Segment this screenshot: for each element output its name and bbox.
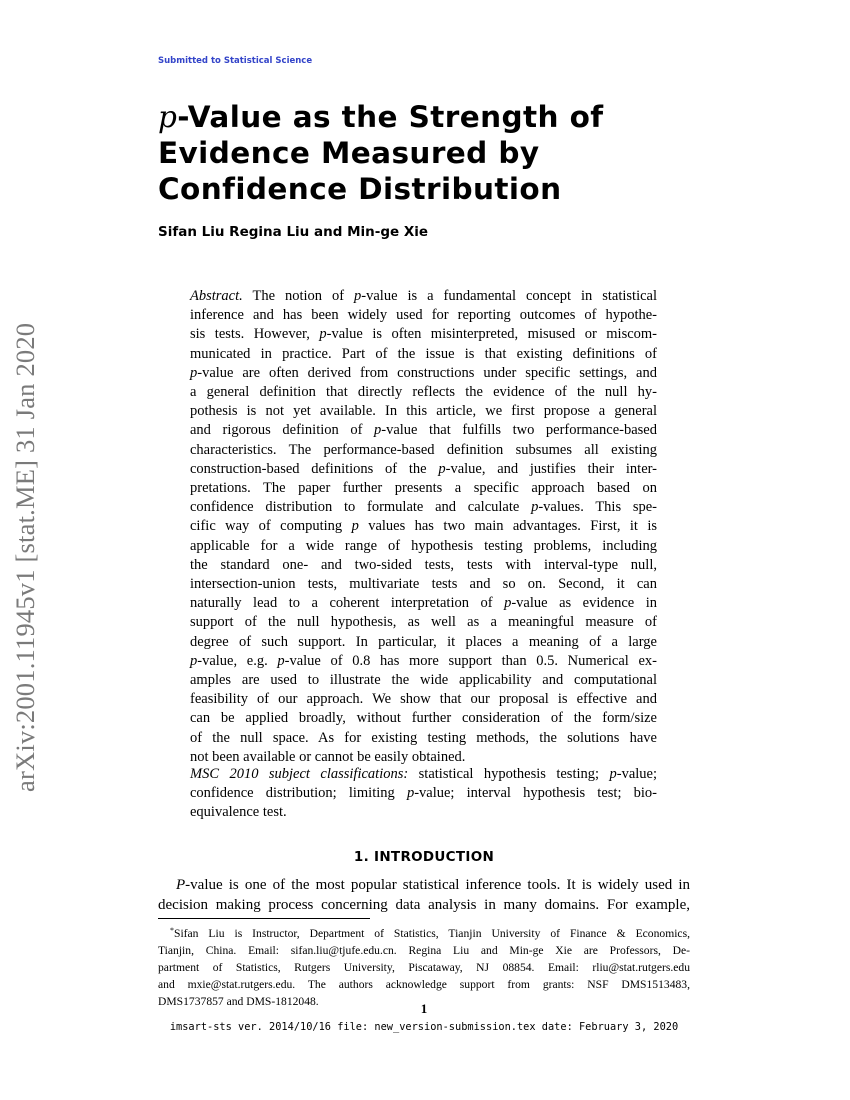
abstract-line: feasibility of our approach. We show that our proposal is effective and — [190, 691, 657, 708]
abstract-line: p-value, e.g. p-value of 0.8 has more support than 0.5. Numerical ex- — [190, 652, 657, 669]
abstract-line: can be applied broadly, without further consideration of the form/size — [190, 710, 657, 727]
title-line-3: Confidence Distribution — [158, 172, 562, 206]
abstract-line: characteristics. The performance-based definition subsumes all existing — [190, 441, 657, 458]
paper-title — [158, 99, 678, 207]
msc-classifications — [190, 765, 657, 823]
title-line-2: Evidence Measured by — [158, 136, 540, 170]
msc-line-label: MSC 2010 subject classifications: — [190, 766, 409, 782]
abstract-line: Abstract. The notion of p-value is a fundamental concept in statistical — [190, 288, 658, 304]
abstract-line: inference and has been widely used for reporting outcomes of hypothe- — [190, 307, 657, 324]
submitted-note[interactable]: Submitted to Statistical Science — [158, 56, 313, 66]
abstract-line: p-value are often derived from constructions under specific settings, and — [190, 364, 657, 381]
msc-line: MSC 2010 subject classifications: statistical hypothesis testing; p-value; — [190, 766, 657, 782]
footnote — [158, 922, 690, 1010]
abstract-line: the standard one- and two-sided tests, tests with interval-type null, — [190, 556, 657, 573]
abstract-line: construction-based definitions of the p-value, and justifies their inter- — [190, 460, 658, 477]
abstract-line: cific way of computing p values has two main advantages. First, it is — [190, 518, 657, 535]
footnote-line: partment of Statistics, Rutgers University, Piscataway, NJ 08854. Email: rliu@stat.rutgers.edu — [158, 961, 690, 974]
footnote-line: DMS1737857 and DMS-1812048. — [158, 995, 319, 1008]
abstract-line: a general definition that directly reflects the evidence of the null hy- — [190, 384, 657, 401]
abstract-line: degree of such support. In particular, it places a meaning of a large — [190, 633, 657, 650]
abstract-line: pothesis is not yet available. In this article, we first propose a general — [190, 403, 657, 420]
footnote-line: Tianjin, China. Email: sifan.liu@tjufe.edu.cn. Regina Liu and Min-ge Xie are Professors, De- — [158, 944, 690, 957]
title-line-1: p-Value as the Strength of — [158, 100, 604, 134]
footnote-line: and mxie@stat.rutgers.edu. The authors acknowledge support from grants: NSF DMS1513483, — [158, 978, 690, 991]
abstract-line: of the null space. As for existing testing methods, the solutions have — [190, 729, 657, 746]
msc-line: equivalence test. — [190, 804, 287, 821]
page-number: 1 — [420, 1001, 428, 1016]
footnote-rule — [158, 918, 370, 919]
abstract-line: applicable for a wide range of hypothesis testing problems, including — [190, 537, 657, 554]
imsart-footer: imsart-sts ver. 2014/10/16 file: new_version-submission.tex date: February 3, 2020 — [169, 1021, 679, 1033]
authors: Sifan Liu Regina Liu and Min-ge Xie — [158, 224, 429, 240]
msc-line: confidence distribution; limiting p-value; interval hypothesis test; bio- — [190, 785, 658, 802]
abstract-line: and rigorous definition of p-value that fulfills two performance-based — [190, 422, 657, 439]
intro-line: decision making process concerning data analysis in many domains. For example, — [158, 896, 690, 913]
arxiv-id: arXiv:2001.11945v1 [stat.ME] 31 Jan 2020 — [10, 322, 40, 792]
abstract-line: naturally lead to a coherent interpretation of p-value as evidence in — [190, 595, 657, 612]
section-heading: 1. INTRODUCTION — [353, 849, 495, 865]
abstract-line: confidence distribution to formulate and calculate p-values. This spe- — [190, 499, 658, 516]
abstract — [190, 287, 657, 767]
abstract-line: intersection-union tests, multivariate tests and so on. Second, it can — [190, 576, 657, 593]
abstract-line: amples are used to illustrate the wide applicability and computational — [190, 672, 657, 689]
abstract-line-label: Abstract. — [190, 288, 243, 304]
abstract-line: pretations. The paper further presents a specific approach based on — [190, 480, 657, 497]
abstract-line: sis tests. However, p-value is often misinterpreted, misused or miscom- — [190, 326, 658, 343]
intro-paragraph — [158, 876, 690, 915]
abstract-line: municated in practice. Part of the issue is that existing definitions of — [190, 345, 657, 362]
intro-line: P-value is one of the most popular statistical inference tools. It is widely used in — [176, 877, 690, 893]
footnote-line: *Sifan Liu is Instructor, Department of Statistics, Tianjin University of Finance & Economics, — [170, 926, 690, 940]
abstract-line: support of the null hypothesis, as well as a meaningful measure of — [190, 614, 657, 631]
abstract-line: not been available or cannot be easily obtained. — [190, 748, 466, 765]
